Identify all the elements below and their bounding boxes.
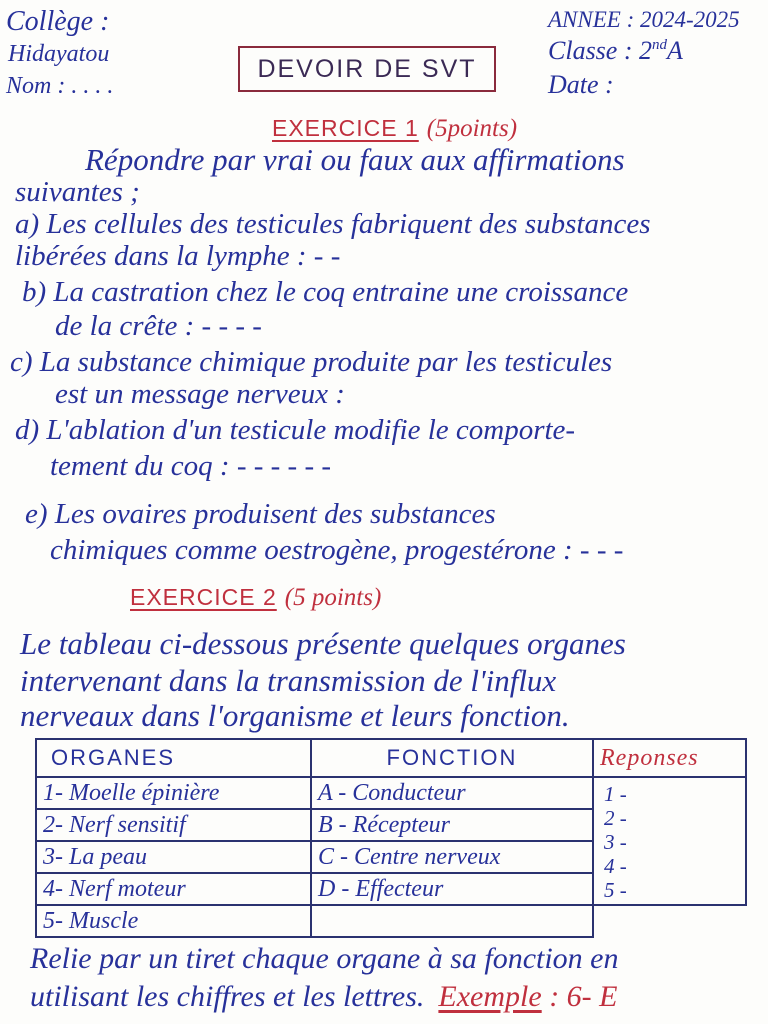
table-header-reponses: Reponses: [593, 739, 746, 777]
statement-a: a) Les cellules des testicules fabriquent des substances: [15, 208, 651, 240]
exercise1-instruction-line: suivantes ;: [15, 176, 140, 208]
function-cell: D - Effecteur: [311, 873, 593, 905]
organ-cell: 3- La peau: [36, 841, 311, 873]
exercise2-title: EXERCICE 2: [130, 584, 277, 610]
class-label: Classe :: [548, 36, 639, 65]
class-number: 2: [639, 36, 652, 65]
answer-slot: 5 -: [604, 878, 627, 902]
class-line: [548, 38, 683, 64]
statement-d-cont: tement du coq : - - - - - -: [50, 450, 332, 482]
example-label: Exemple: [438, 980, 542, 1013]
name-label: Nom : . . . .: [6, 73, 114, 99]
answer-slot: 2 -: [604, 806, 627, 830]
exercise1-points: (5points): [426, 115, 518, 142]
statement-c: c) La substance chimique produite par les testicules: [10, 346, 613, 378]
statement-b: b) La castration chez le coq entraine une croissance: [22, 276, 629, 308]
exam-title: DEVOIR DE SVT: [238, 46, 496, 92]
exercise1-title: EXERCICE 1: [272, 115, 419, 141]
exercise2-instruction-text: utilisant les chiffres et les lettres.: [30, 980, 425, 1013]
organ-cell: 5- Muscle: [36, 905, 311, 937]
answer-slot: 4 -: [604, 854, 627, 878]
exercise2-intro-line: intervenant dans la transmission de l'influx: [20, 663, 557, 698]
statement-e: e) Les ovaires produisent des substances: [25, 498, 496, 530]
school-year: ANNEE : 2024-2025: [548, 7, 740, 32]
organ-cell: 1- Moelle épinière: [36, 777, 311, 809]
table-header-organes: ORGANES: [36, 739, 311, 777]
exercise2-heading: [130, 585, 381, 610]
answers-cell: [593, 777, 746, 905]
answer-slot: 3 -: [604, 830, 627, 854]
function-cell: C - Centre nerveux: [311, 841, 593, 873]
function-cell-empty: [311, 905, 593, 937]
school-name: Hidayatou: [8, 41, 110, 67]
statement-e-cont: chimiques comme oestrogène, progestérone : - - -: [50, 534, 624, 566]
function-cell: B - Récepteur: [311, 809, 593, 841]
exercise2-instruction-line: Relie par un tiret chaque organe à sa fonction en: [30, 942, 619, 975]
statement-c-cont: est un message nerveux :: [55, 378, 345, 410]
exercise1-heading: [272, 116, 517, 141]
exercise1-instruction-line: Répondre par vrai ou faux aux affirmations: [85, 142, 625, 177]
table-header-fonction: FONCTION: [311, 739, 593, 777]
example-value: : 6- E: [541, 980, 618, 1013]
statement-a-cont: libérées dans la lymphe : - -: [15, 240, 341, 272]
college-label: Collège :: [6, 6, 110, 37]
function-cell: A - Conducteur: [311, 777, 593, 809]
date-label: Date :: [548, 70, 614, 99]
organ-cell: 4- Nerf moteur: [36, 873, 311, 905]
answers-cell-empty: [593, 905, 746, 937]
organ-function-table: [35, 738, 735, 938]
class-sup: nd: [652, 37, 667, 53]
exercise2-instruction-line-2: [30, 982, 618, 1012]
answer-slot: 1 -: [604, 782, 627, 806]
class-letter: A: [667, 36, 683, 65]
exercise2-points: (5 points): [284, 584, 382, 611]
organ-cell: 2- Nerf sensitif: [36, 809, 311, 841]
exercise2-intro-line: Le tableau ci-dessous présente quelques organes: [20, 626, 626, 661]
table-row: [36, 777, 746, 809]
statement-d: d) L'ablation d'un testicule modifie le comporte-: [15, 414, 576, 446]
exercise2-intro-line: nerveaux dans l'organisme et leurs fonction.: [20, 698, 570, 733]
statement-b-cont: de la crête : - - - -: [55, 310, 262, 342]
table-row: [36, 905, 746, 937]
